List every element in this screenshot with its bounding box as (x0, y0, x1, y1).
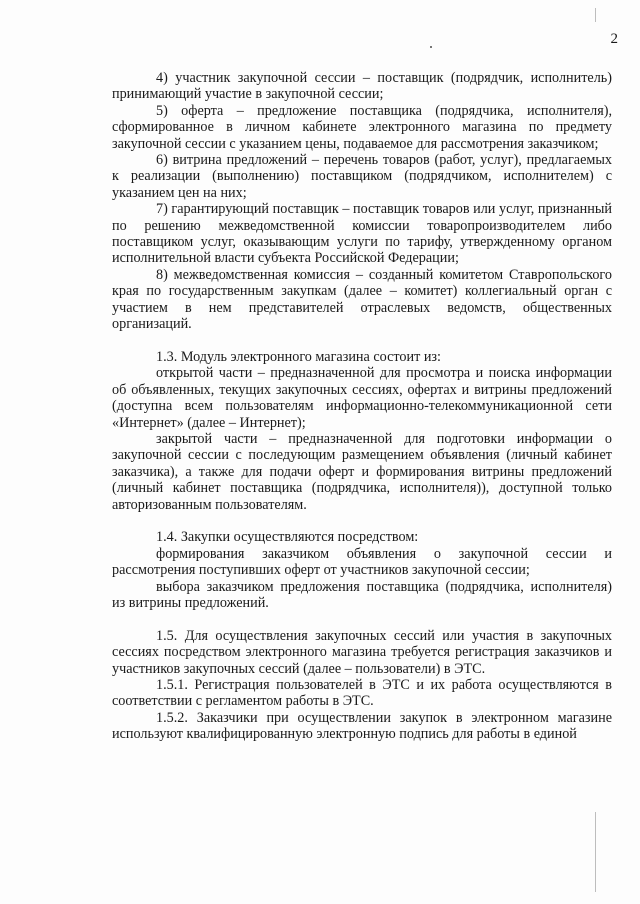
definition-item-8: 8) межведомственная комиссия – созданный комитетом Ставропольского края по государственным закупкам (далее – комитет) коллегиальный орган с участием в нем представителей отраслевых ведомств, общественных организаций. (112, 266, 612, 333)
section-1-4-item-2: выбора заказчиком предложения поставщика (подрядчика, исполнителя) из витрины предложений. (112, 578, 612, 611)
scan-artifact-top (595, 8, 596, 22)
section-1-5-1: 1.5.1. Регистрация пользователей в ЭТС и их работа осуществляются в соответствии с регламентом работы в ЭТС. (112, 676, 612, 710)
section-1-5: 1.5. Для осуществления закупочных сессий или участия в закупочных сессиях посредством электронного магазина требуется регистрация заказчиков и участников закупочных сессий (далее – пользователи) в ЭТС. (112, 627, 612, 677)
section-1-4-heading: 1.4. Закупки осуществляются посредством: (156, 529, 419, 546)
scan-artifact-dot (430, 46, 432, 48)
document-body (112, 70, 612, 743)
scan-artifact-bottom (595, 812, 596, 892)
definition-item-7: 7) гарантирующий поставщик – поставщик товаров или услуг, признанный по решению межведомственной комиссии товаропроизводителем либо поставщиком услуг, оказывающим услуги по тарифу, утвержденному органом исполнительной власти субъекта Российской Федерации; (112, 201, 612, 267)
definition-item-5: 5) оферта – предложение поставщика (подрядчика, исполнителя), сформированное в личном кабинете электронного магазина по предмету закупочной сессии с указанием цены, подаваемое для рассмотрения заказчиком; (112, 102, 612, 152)
section-1-5-2: 1.5.2. Заказчики при осуществлении закупок в электронном магазине используют квалифицированную электронную подпись для работы в единой (112, 709, 612, 743)
definition-item-4: 4) участник закупочной сессии – поставщик (подрядчик, исполнитель) принимающий участие в закупочной сессии; (112, 70, 612, 103)
page-number: 2 (610, 31, 618, 47)
section-1-3-open-part: открытой части – предназначенной для просмотра и поиска информации об объявленных, текущих закупочных сессиях, офертах и витрины предложений (доступна всем пользователям информационно-телекоммуникационной сети «Интернет» (далее – Интернет); (112, 365, 612, 431)
section-1-4-item-1: формирования заказчиком объявления о закупочной сессии и рассмотрения поступивших оферт от участников закупочной сессии; (112, 545, 612, 579)
definition-item-6: 6) витрина предложений – перечень товаров (работ, услуг), предлагаемых к реализации (выполнению) поставщиком (подрядчиком, исполнителем) с указанием цен на них; (112, 152, 612, 201)
section-1-3-closed-part: закрытой части – предназначенной для подготовки информации о закупочной сессии с последующим размещением объявления (личный кабинет заказчика), а также для подачи оферт и формирования витрины предложений (личный кабинет поставщика (подрядчика, исполнителя)), доступной только авторизованным пользователям. (112, 430, 612, 513)
section-1-3-heading: 1.3. Модуль электронного магазина состоит из: (156, 348, 441, 365)
